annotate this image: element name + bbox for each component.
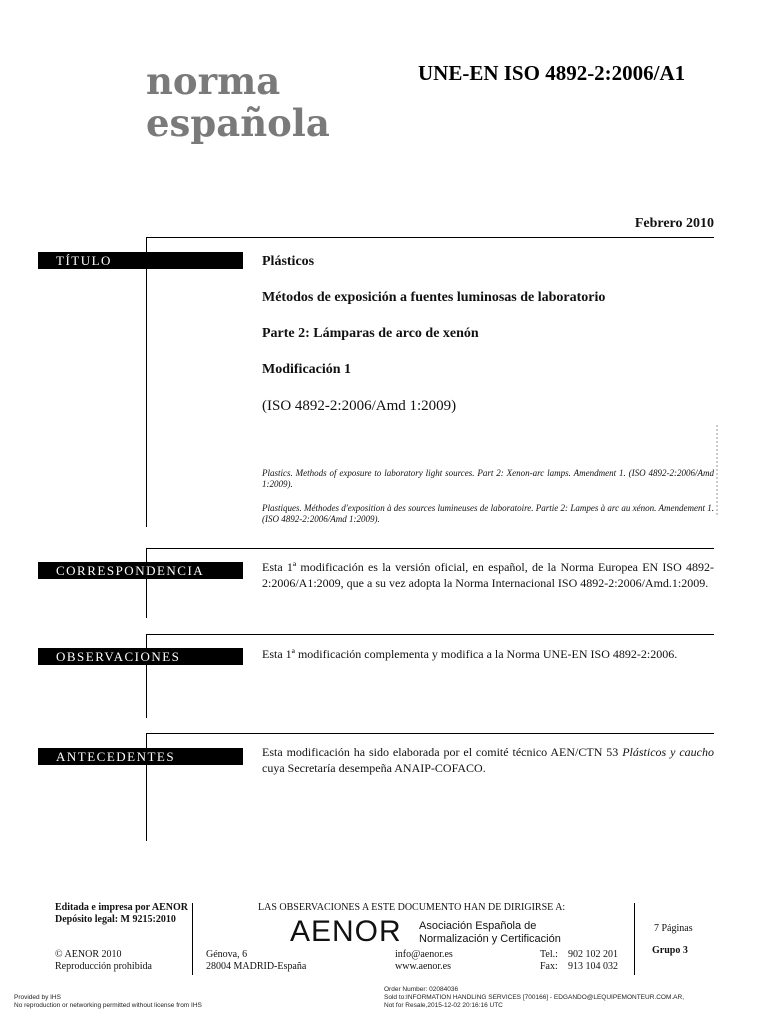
section-label-antecedentes: ANTECEDENTES — [38, 748, 243, 765]
title-line-4: Modificación 1 — [262, 362, 352, 377]
correspondencia-text: Esta 1ª modificación es la versión oficial, en español, de la Norma Europea EN ISO 4892-2:2006/A1:2009, que a su vez adopta la Norma Internacional ISO 4892-2:2006/Amd.1:2009. — [262, 560, 714, 590]
license-no-reproduction: No reproduction or networking permitted without license from IHS — [14, 1002, 202, 1009]
title-french: Plastiques. Méthodes d'exposition à des sources lumineuses de laboratoire. Partie 2: Lampes à arc au xénon. Amendement 1. (ISO 4892-2:2006/Amd 1:2009). — [262, 503, 714, 524]
footer-fax: 913 104 032 — [568, 961, 618, 972]
divider-correspondencia — [146, 548, 714, 549]
brand-line-2: española — [146, 101, 330, 145]
aenor-name-line-1: Asociación Española de — [419, 920, 537, 932]
footer-rule-1 — [192, 903, 193, 975]
footer-tel: 902 102 201 — [568, 949, 618, 960]
brand-title — [146, 60, 330, 144]
license-not-resale: Not for Resale,2015-12-02 20:16:16 UTC — [384, 1002, 503, 1009]
footer-rule-2 — [634, 903, 635, 975]
antecedentes-text — [262, 745, 714, 776]
vertical-rule-titulo — [146, 237, 147, 527]
brand-line-1: norma — [146, 59, 281, 103]
footer-street: Génova, 6 — [206, 949, 248, 960]
observaciones-text: Esta 1ª modificación complementa y modifica a la Norma UNE-EN ISO 4892-2:2006. — [262, 647, 678, 661]
license-sold-to: Sold to:INFORMATION HANDLING SERVICES [700166] - EDGANDO@LEQUIPEMONTEUR.COM.AR, — [384, 994, 685, 1001]
footer-observations-heading: LAS OBSERVACIONES A ESTE DOCUMENTO HAN DE DIRIGIRSE A: — [258, 902, 566, 913]
license-provided-by: Provided by IHS — [14, 994, 61, 1001]
title-line-2: Métodos de exposición a fuentes luminosas de laboratorio — [262, 290, 606, 305]
title-line-3: Parte 2: Lámparas de arco de xenón — [262, 326, 479, 341]
footer-copyright: © AENOR 2010 — [55, 949, 122, 960]
footer-email[interactable]: info@aenor.es — [395, 949, 453, 960]
footer-fax-label: Fax: — [540, 961, 558, 972]
vertical-rule-correspondencia — [146, 548, 147, 618]
antecedentes-committee-name: Plásticos y caucho — [622, 745, 714, 759]
divider-antecedentes — [146, 733, 714, 734]
section-label-observaciones: OBSERVACIONES — [38, 648, 243, 665]
footer-reproduction: Reproducción prohibida — [55, 961, 152, 972]
antecedentes-text-part-2: cuya Secretaría desempeña ANAIP-COFACO. — [262, 760, 486, 775]
aenor-full-name — [419, 920, 561, 946]
footer-city: 28004 MADRID-España — [206, 961, 307, 972]
standard-code: UNE-EN ISO 4892-2:2006/A1 — [418, 61, 686, 85]
title-line-1: Plásticos — [262, 254, 315, 269]
title-iso-reference: (ISO 4892-2:2006/Amd 1:2009) — [262, 398, 457, 414]
title-english: Plastics. Methods of exposure to laboratory light sources. Part 2: Xenon-arc lamps. Amendment 1. (ISO 4892-2:2006/Amd 1:2009). — [262, 468, 714, 489]
license-order: Order Number: 02084036 — [384, 986, 459, 993]
footer-group: Grupo 3 — [652, 945, 688, 956]
divider-observaciones — [146, 634, 714, 635]
vertical-rule-observaciones — [146, 634, 147, 718]
publication-date: Febrero 2010 — [634, 216, 714, 231]
side-watermark-strip — [716, 425, 720, 515]
aenor-logo: AENOR — [290, 915, 402, 948]
footer-edited: Editada e impresa por AENOR — [55, 902, 188, 913]
section-label-titulo: TÍTULO — [38, 252, 243, 269]
footer-deposit: Depósito legal: M 9215:2010 — [55, 914, 176, 925]
footer-website[interactable]: www.aenor.es — [395, 961, 452, 972]
divider-titulo — [146, 237, 714, 238]
aenor-name-line-2: Normalización y Certificación — [419, 933, 561, 945]
footer-pages: 7 Páginas — [654, 923, 693, 934]
section-label-correspondencia: CORRESPONDENCIA — [38, 562, 243, 579]
footer-tel-label: Tel.: — [540, 949, 558, 960]
antecedentes-text-part-1: Esta modificación ha sido elaborada por el comité técnico AEN/CTN 53 — [262, 745, 623, 759]
